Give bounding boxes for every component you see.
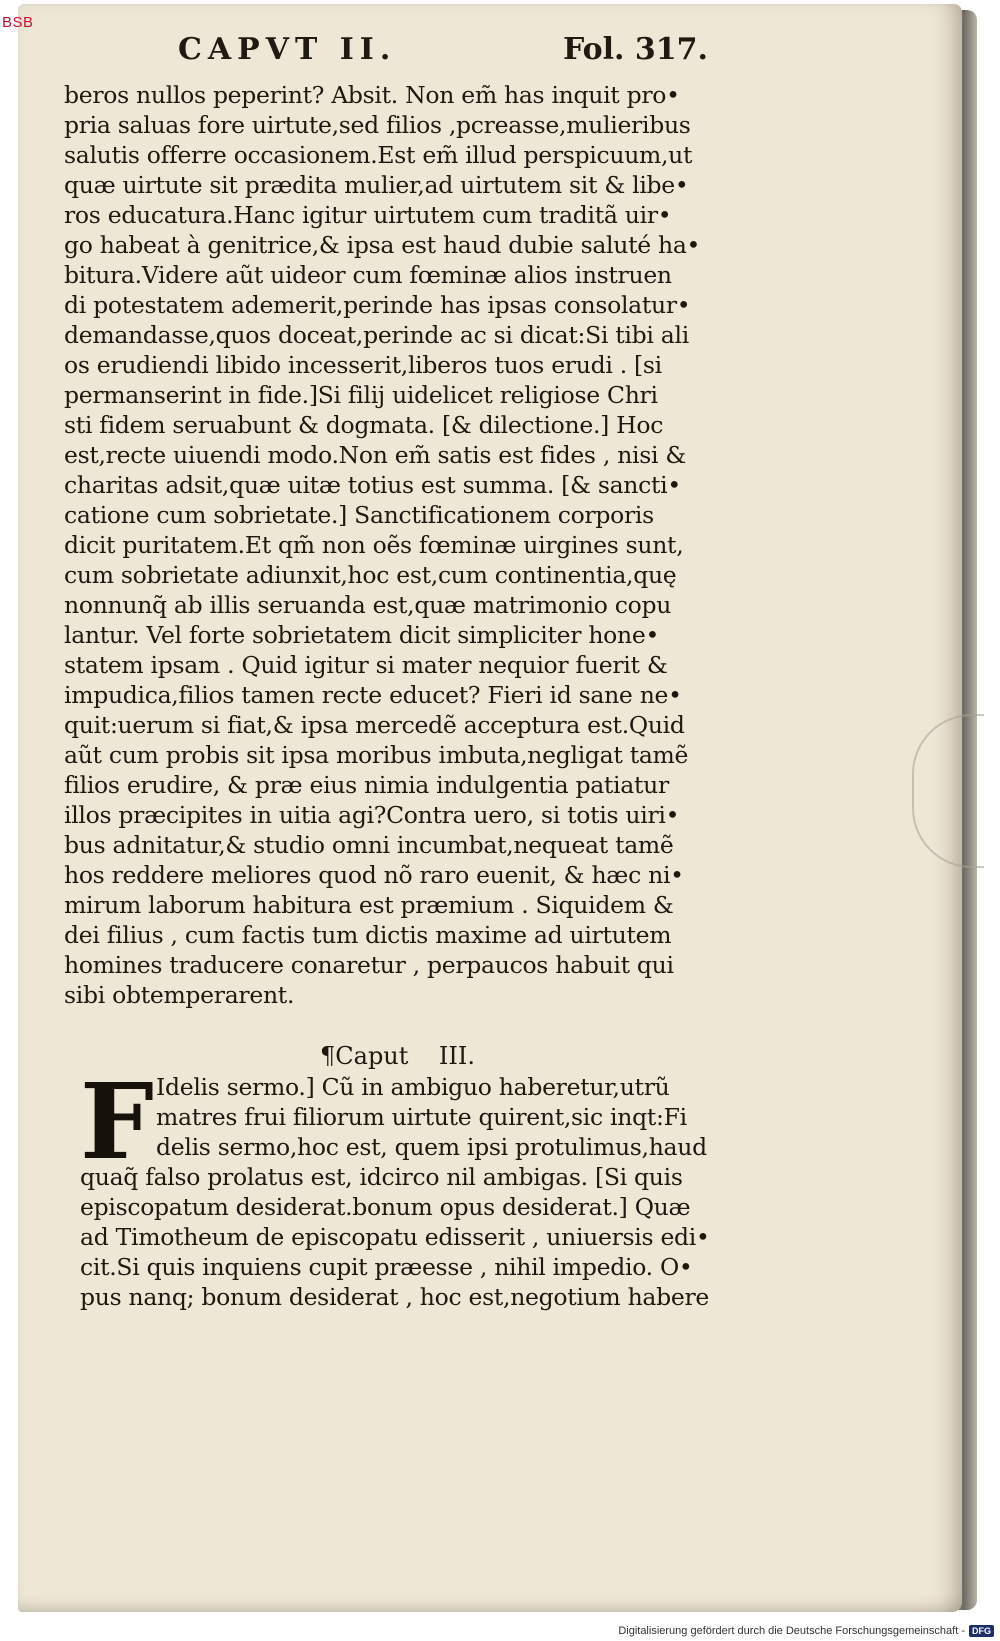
- text-line: charitas adsit,quæ uitæ totius est summa. [& sancti•: [64, 471, 681, 499]
- text-line: ros educatura.Hanc igitur uirtutem cum traditã uir•: [64, 201, 672, 229]
- text-line: sibi obtemperarent.: [64, 981, 295, 1009]
- dfg-logo: DFG: [969, 1625, 994, 1637]
- text-line: illos præcipites in uitia agi?Contra uero, si totis uiri•: [64, 801, 680, 829]
- text-line: delis sermo,hoc est, quem ipsi protulimus,haud: [156, 1133, 707, 1161]
- text-line: os erudiendi libido incesserit,liberos tuos erudi . [si: [64, 351, 662, 379]
- header-chapter: CAPVT II.: [178, 32, 397, 67]
- funding-footer: [618, 1625, 994, 1637]
- footer-text: Digitalisierung gefördert durch die Deutsche Forschungsgemeinschaft -: [618, 1625, 965, 1637]
- text-line: impudica,filios tamen recte educet? Fieri id sane ne•: [64, 681, 682, 709]
- text-line: bitura.Videre aũt uideor cum fœminæ alios instruen: [64, 261, 672, 289]
- paragraph-main: [64, 80, 764, 1010]
- text-line: cit.Si quis inquiens cupit præesse , nihil impedio. O•: [80, 1253, 693, 1281]
- text-line: pria saluas fore uirtute,sed filios ,pcreasse,mulieribus: [64, 111, 691, 139]
- text-line: beros nullos peperint? Absit. Non em̃ has inquit pro•: [64, 81, 680, 109]
- text-line: pus nanq; bonum desiderat , hoc est,negotium habere: [80, 1283, 710, 1311]
- text-line: quit:uerum si fiat,& ipsa mercedẽ acceptura est.Quid: [64, 711, 685, 739]
- text-line: quaq̃ falso prolatus est, idcirco nil ambigas. [Si quis: [80, 1163, 683, 1191]
- text-line: est,recte uiuendi modo.Non em̃ satis est fides , nisi &: [64, 441, 687, 469]
- text-line: quæ uirtute sit prædita mulier,ad uirtutem sit & libe•: [64, 171, 689, 199]
- text-line: matres frui filiorum uirtute quirent,sic inqt:Fi: [156, 1103, 687, 1131]
- text-line: nonnunq̃ ab illis seruanda est,quæ matrimonio copu: [64, 591, 672, 619]
- text-line: dei filius , cum factis tum dictis maxime ad uirtutem: [64, 921, 672, 949]
- paragraph-chapter-three: [80, 1060, 770, 1312]
- text-line: demandasse,quos doceat,perinde ac si dicat:Si tibi ali: [64, 321, 689, 349]
- text-line: aũt cum probis sit ipsa moribus imbuta,negligat tamẽ: [64, 741, 689, 769]
- text-line: mirum laborum habitura est præmium . Siquidem &: [64, 891, 674, 919]
- text-line: episcopatum desiderat.bonum opus desiderat.] Quæ: [80, 1193, 691, 1221]
- text-line: ad Timotheum de episcopatu edisserit , uniuersis edi•: [80, 1223, 710, 1251]
- text-line: catione cum sobrietate.] Sanctificationem corporis: [64, 501, 654, 529]
- chapter-heading: ¶Caput III.: [320, 1042, 475, 1070]
- text-line: lantur. Vel forte sobrietatem dicit simpliciter hone•: [64, 621, 660, 649]
- text-line: cum sobrietate adiunxit,hoc est,cum continentia,quę: [64, 561, 677, 589]
- drop-capital: F: [80, 1060, 154, 1183]
- text-line: bus adnitatur,& studio omni incumbat,nequeat tamẽ: [64, 831, 674, 859]
- text-line: permanserint in fide.]Si filij uidelicet religiose Chri: [64, 381, 658, 409]
- bsb-logo: BSB: [2, 14, 34, 31]
- text-line: dicit puritatem.Et qm̃ non oẽs fœminæ uirgines sunt,: [64, 531, 684, 559]
- folio-number: Fol. 317.: [562, 32, 708, 67]
- text-line: go habeat à genitrice,& ipsa est haud dubie saluté ha•: [64, 231, 701, 259]
- text-line: salutis offerre occasionem.Est em̃ illud perspicuum,ut: [64, 141, 693, 169]
- running-header: [178, 32, 708, 76]
- text-line: sti fidem seruabunt & dogmata. [& dilectione.] Hoc: [64, 411, 664, 439]
- text-line: Idelis sermo.] Cũ in ambiguo haberetur,utrũ: [156, 1073, 670, 1101]
- text-line: di potestatem ademerit,perinde has ipsas consolatur•: [64, 291, 691, 319]
- text-line: statem ipsam . Quid igitur si mater nequior fuerit &: [64, 651, 668, 679]
- text-line: filios erudire, & præ eius nimia indulgentia patiatur: [64, 771, 669, 799]
- text-line: homines traducere conaretur , perpaucos habuit qui: [64, 951, 674, 979]
- text-line: hos reddere meliores quod nõ raro euenit, & hæc ni•: [64, 861, 684, 889]
